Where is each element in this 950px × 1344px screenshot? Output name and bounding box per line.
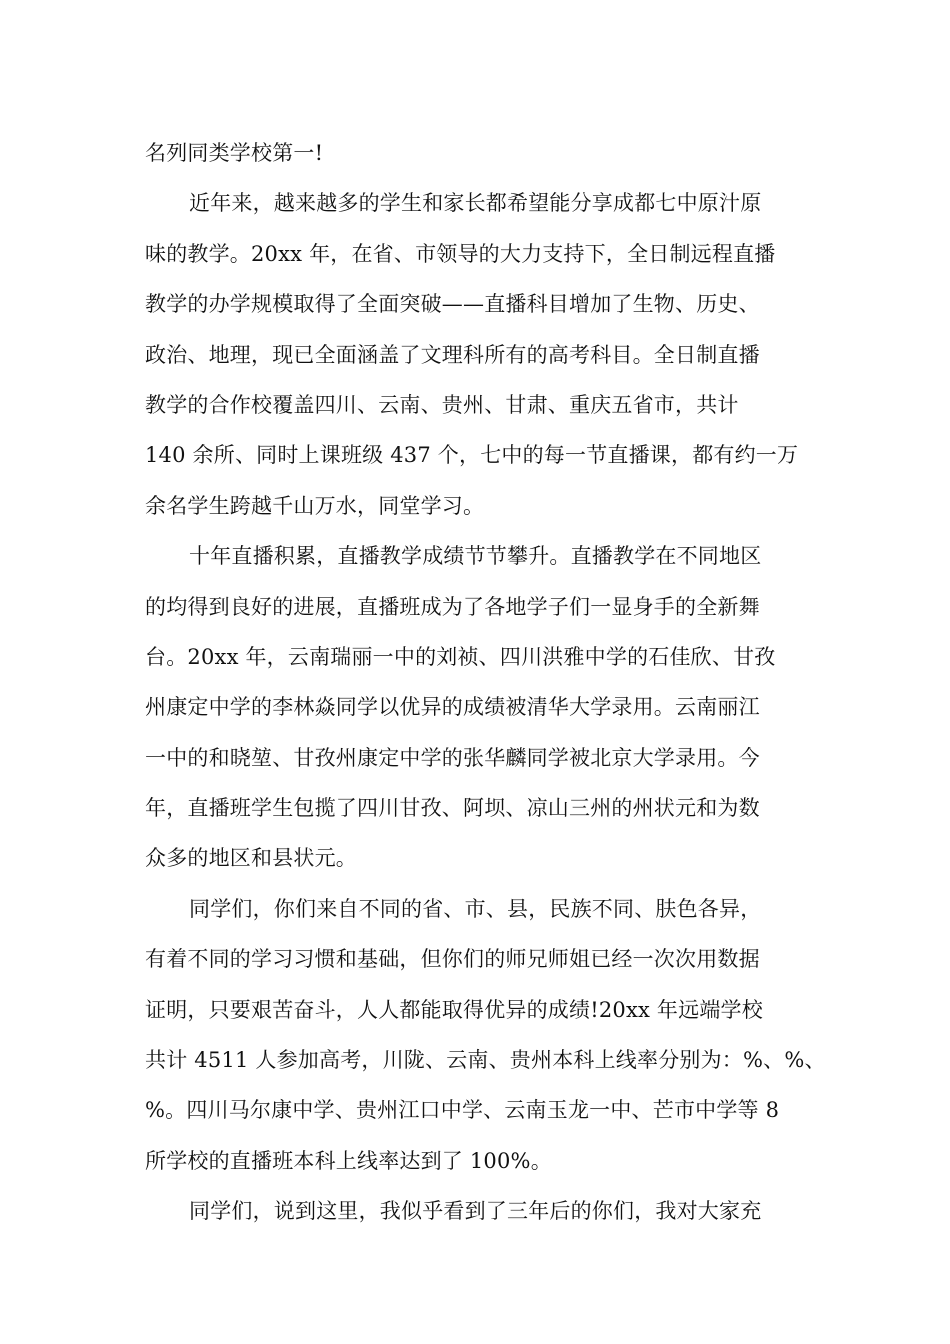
text-line: %。四川马尔康中学、贵州江口中学、云南玉龙一中、芒市中学等 8 bbox=[145, 1098, 780, 1123]
text-line: 年，直播班学生包揽了四川甘孜、阿坝、凉山三州的州状元和为数 bbox=[145, 796, 760, 821]
paragraph bbox=[145, 1186, 825, 1236]
text-line: 的均得到良好的进展，直播班成为了各地学子们一显身手的全新舞 bbox=[145, 594, 760, 619]
text-line: 教学的办学规模取得了全面突破——直播科目增加了生物、历史、 bbox=[145, 292, 760, 317]
text-line: 余名学生跨越千山万水，同堂学习。 bbox=[145, 493, 485, 518]
text-line: 证明，只要艰苦奋斗，人人都能取得优异的成绩!20xx 年远端学校 bbox=[145, 997, 763, 1022]
text-line: 有着不同的学习习惯和基础，但你们的师兄师姐已经一次次用数据 bbox=[145, 947, 760, 972]
text-line: 名列同类学校第一! bbox=[145, 141, 324, 165]
text-line: 台。20xx 年，云南瑞丽一中的刘祯、四川洪雅中学的石佳欣、甘孜 bbox=[145, 644, 776, 669]
text-line: 味的教学。20xx 年，在省、市领导的大力支持下，全日制远程直播 bbox=[145, 241, 776, 266]
text-line: 州康定中学的李林焱同学以优异的成绩被清华大学录用。云南丽江 bbox=[145, 695, 760, 720]
paragraph bbox=[145, 884, 825, 1186]
paragraph bbox=[145, 531, 825, 884]
text-line: 同学们，说到这里，我似乎看到了三年后的你们，我对大家充 bbox=[189, 1199, 762, 1224]
paragraph bbox=[145, 178, 825, 531]
paragraph bbox=[145, 128, 825, 178]
text-line: 同学们，你们来自不同的省、市、县，民族不同、肤色各异， bbox=[189, 896, 762, 921]
text-line: 近年来，越来越多的学生和家长都希望能分享成都七中原汁原 bbox=[189, 191, 762, 216]
document-body bbox=[145, 128, 825, 1237]
text-line: 教学的合作校覆盖四川、云南、贵州、甘肃、重庆五省市，共计 bbox=[145, 392, 739, 417]
text-line: 十年直播积累，直播教学成绩节节攀升。直播教学在不同地区 bbox=[189, 544, 762, 569]
text-line: 政治、地理，现已全面涵盖了文理科所有的高考科目。全日制直播 bbox=[145, 342, 760, 367]
text-line: 所学校的直播班本科上线率达到了 100%。 bbox=[145, 1148, 552, 1173]
text-line: 共计 4511 人参加高考，川陇、云南、贵州本科上线率分别为：%、%、 bbox=[145, 1048, 826, 1073]
text-line: 一中的和晓堃、甘孜州康定中学的张华麟同学被北京大学录用。今 bbox=[145, 745, 760, 770]
text-line: 众多的地区和县状元。 bbox=[145, 846, 357, 871]
text-line: 140 余所、同时上课班级 437 个，七中的每一节直播课，都有约一万 bbox=[145, 443, 799, 468]
